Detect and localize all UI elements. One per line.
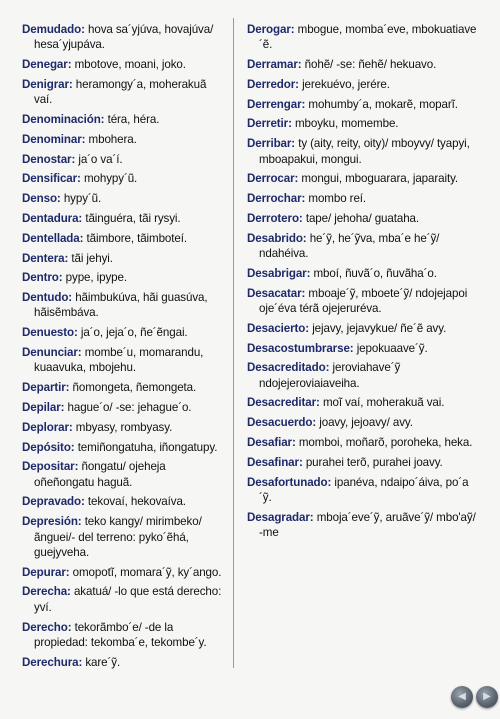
entry-headword: Desabrigar: [247, 266, 311, 280]
dictionary-entry [22, 655, 226, 670]
entry-headword: Dentellada: [22, 231, 84, 245]
entry-definition: ñomongeta, ñemongeta. [72, 381, 197, 395]
entry-definition: mombe´u, momarandu, kuaavuka, mbojehu. [34, 346, 204, 375]
dictionary-entry [22, 57, 226, 72]
entry-definition: jeroviahave´ỹ ndojejeroviaiaveiha. [259, 361, 401, 390]
dictionary-entry [22, 251, 226, 266]
dictionary-entry [22, 231, 226, 246]
dictionary-entry [22, 400, 226, 415]
dictionary-entry [22, 345, 226, 376]
dictionary-entry [247, 286, 477, 317]
entry-headword: Desafortunado: [247, 475, 332, 489]
entry-headword: Denominación: [22, 112, 105, 126]
entry-definition: mbyasy, rombyasy. [75, 420, 173, 434]
entry-headword: Desacatar: [247, 286, 306, 300]
dictionary-entry [22, 77, 226, 108]
entry-definition: ñohẽ/ -se: ñehẽ/ hekuavo. [304, 58, 437, 72]
next-page-button[interactable] [476, 686, 498, 708]
entry-definition: mboaje´ỹ, mboete´ỹ/ ndojejapoi oje´éva térã ojejeruréva. [259, 286, 468, 315]
dictionary-entry [247, 97, 477, 112]
entry-definition: tape/ jehoha/ guataha. [305, 211, 420, 225]
entry-definition: omopotĩ, momara´ỹ, ky´ango. [72, 565, 222, 579]
entry-headword: Dentro: [22, 271, 63, 285]
dictionary-entry [22, 290, 226, 321]
entry-definition: teko kangy/ mirimbeko/ ãnguei/- del terreno: pyko´ẽhá, guejyveha. [34, 515, 202, 559]
dictionary-entry [22, 270, 226, 285]
dictionary-entry [22, 420, 226, 435]
prev-page-button[interactable] [451, 686, 473, 708]
dictionary-entry [247, 321, 477, 336]
entry-definition: temiñongatuha, iñongatupy. [77, 440, 218, 454]
entry-headword: Dentudo: [22, 291, 73, 305]
entry-headword: Derrengar: [247, 97, 306, 111]
entry-headword: Departir: [22, 381, 70, 395]
dictionary-entry [22, 325, 226, 340]
entry-definition: mboí, ñuvã´o, ñuvãha´o. [313, 266, 437, 280]
entry-definition: mbogue, momba´eve, mbokuatiave´ẽ. [259, 23, 477, 52]
entry-definition: ñongatu/ ojeheja oñeñongatu haguã. [34, 460, 166, 489]
entry-definition: tekovaí, hekovaíva. [87, 495, 186, 509]
entry-headword: Denominar: [22, 132, 86, 146]
entry-definition: purahei terõ, purahei joavy. [305, 455, 443, 469]
dictionary-entry [22, 584, 226, 615]
entry-headword: Derribar: [247, 137, 296, 151]
entry-headword: Derrotero: [247, 211, 303, 225]
entry-definition: hague´o/ -se: jehague´o. [67, 400, 192, 414]
entry-definition: ja´o, jeja´o, ñe´ẽngai. [80, 326, 188, 340]
dictionary-entry [247, 455, 477, 470]
dictionary-entry [22, 380, 226, 395]
dictionary-entry [22, 440, 226, 455]
dictionary-entry [247, 341, 477, 356]
entry-definition: mbotove, moani, joko. [74, 58, 186, 72]
dictionary-entry [247, 395, 477, 410]
entry-definition: mohypy´ũ. [83, 172, 138, 186]
entry-headword: Desacreditado: [247, 361, 330, 375]
entry-definition: momboi, moñarõ, poroheka, heka. [298, 436, 473, 450]
dictionary-entry [22, 494, 226, 509]
entry-headword: Depravado: [22, 495, 85, 509]
entry-definition: jerekuévo, jerére. [302, 77, 390, 91]
entry-definition: ty (aity, reity, oity)/ mboyvy/ tyapyi, mboapakui, mongui. [259, 137, 470, 166]
dictionary-entry [247, 136, 477, 167]
entry-definition: kare´ỹ. [85, 655, 121, 669]
entry-definition: tãimbore, tãimboteí. [86, 231, 187, 245]
entry-headword: Desacreditar: [247, 396, 320, 410]
entry-headword: Denunciar: [22, 346, 82, 360]
entry-headword: Depositar: [22, 460, 79, 474]
dictionary-entry [247, 435, 477, 450]
dictionary-entry [22, 132, 226, 147]
entry-headword: Derretir: [247, 117, 292, 131]
entry-headword: Densificar: [22, 172, 81, 186]
entry-headword: Dentadura: [22, 211, 83, 225]
entry-definition: moĩ vaí, moherakuã vai. [322, 396, 445, 410]
entry-headword: Derechura: [22, 655, 83, 669]
entry-headword: Demudado: [22, 23, 85, 36]
arrow-left-icon: ◀ [458, 691, 466, 702]
entry-headword: Depilar: [22, 400, 65, 414]
entry-definition: mbohera. [88, 132, 137, 146]
right-column [247, 22, 477, 545]
entry-definition: tãinguéra, tãi rysyi. [85, 211, 181, 225]
entry-definition: mohumby´a, mokarẽ, moparĩ. [308, 97, 458, 111]
entry-definition: he´ỹ, he´ỹva, mba´e he´ỹ/ ndahéiva. [259, 231, 440, 261]
entry-definition: jepokuaave´ỹ. [356, 341, 428, 355]
entry-definition: heramongy´a, moherakuã vaí. [34, 77, 207, 107]
entry-definition: hypy´ũ. [63, 192, 102, 206]
entry-definition: mombo reí. [308, 192, 367, 206]
entry-definition: mboyku, momembe. [294, 117, 399, 131]
entry-headword: Desagradar: [247, 510, 314, 524]
entry-headword: Desafinar: [247, 455, 303, 469]
dictionary-entry [22, 620, 226, 651]
entry-headword: Derrocar: [247, 172, 299, 186]
entry-headword: Denegar: [22, 58, 72, 72]
entry-definition: ja´o va´í. [78, 152, 123, 166]
entry-headword: Depurar: [22, 565, 70, 579]
entry-headword: Derecha: [22, 585, 71, 599]
dictionary-entry [247, 191, 477, 206]
dictionary-entry [22, 211, 226, 226]
column-divider [233, 18, 234, 668]
dictionary-entry [22, 514, 226, 560]
entry-headword: Denso: [22, 192, 61, 206]
entry-definition: mongui, mboguarara, japaraity. [301, 172, 459, 186]
entry-definition: ipanéva, ndaipo´áiva, po´a´ỹ. [259, 475, 469, 504]
dictionary-entry [22, 171, 226, 186]
entry-definition: jejavy, jejavykue/ ñe´ẽ avy. [312, 321, 447, 335]
dictionary-entry [22, 112, 226, 127]
entry-definition: mboja´eve´ỹ, aruãve´ỹ/ mbo'aỹ/ -me [259, 510, 476, 540]
arrow-right-icon: ▶ [483, 691, 491, 702]
dictionary-entry [247, 22, 477, 53]
entry-headword: Depósito: [22, 440, 75, 454]
dictionary-entry [247, 415, 477, 430]
entry-headword: Denigrar: [22, 77, 73, 91]
dictionary-entry [247, 211, 477, 226]
entry-headword: Derrochar: [247, 192, 306, 206]
entry-headword: Desafiar: [247, 436, 296, 450]
entry-definition: akatuá/ -lo que está derecho: yví. [34, 585, 222, 614]
dictionary-entry [22, 565, 226, 580]
dictionary-entry [247, 77, 477, 92]
entry-definition: téra, héra. [107, 112, 160, 126]
entry-headword: Deplorar: [22, 420, 73, 434]
entry-headword: Derredor: [247, 77, 299, 91]
entry-headword: Desabrido: [247, 231, 307, 245]
entry-headword: Desacuerdo: [247, 416, 317, 430]
entry-headword: Derogar: [247, 23, 295, 36]
entry-definition: hãimbukúva, hãi guasúva, hãisẽmbáva. [34, 291, 208, 320]
entry-headword: Derecho: [22, 620, 72, 634]
entry-definition: pype, ipype. [65, 271, 127, 285]
dictionary-entry [247, 475, 477, 506]
entry-headword: Denuesto: [22, 326, 78, 340]
left-column [22, 22, 226, 674]
entry-headword: Dentera: [22, 251, 69, 265]
dictionary-entry [247, 116, 477, 131]
dictionary-entry [247, 360, 477, 391]
dictionary-entry [247, 57, 477, 72]
entry-definition: tãi jehyi. [71, 251, 113, 265]
dictionary-entry [22, 191, 226, 206]
dictionary-entry [22, 459, 226, 490]
entry-definition: hova sa´yjúva, hovajúva/ hesa´yjupáva. [34, 23, 214, 52]
entry-headword: Denostar: [22, 152, 76, 166]
entry-headword: Desacostumbrarse: [247, 341, 354, 355]
entry-headword: Desacierto: [247, 321, 310, 335]
dictionary-entry [22, 22, 226, 53]
dictionary-entry [247, 171, 477, 186]
dictionary-entry [22, 152, 226, 167]
dictionary-entry [247, 266, 477, 281]
dictionary-entry [247, 510, 477, 541]
entry-headword: Derramar: [247, 58, 302, 72]
entry-definition: joavy, jejoavy/ avy. [319, 416, 413, 430]
dictionary-entry [247, 231, 477, 262]
entry-definition: tekorãmbo´e/ -de la propiedad: tekomba´e, tekombe´y. [34, 620, 207, 649]
entry-headword: Depresión: [22, 515, 82, 529]
